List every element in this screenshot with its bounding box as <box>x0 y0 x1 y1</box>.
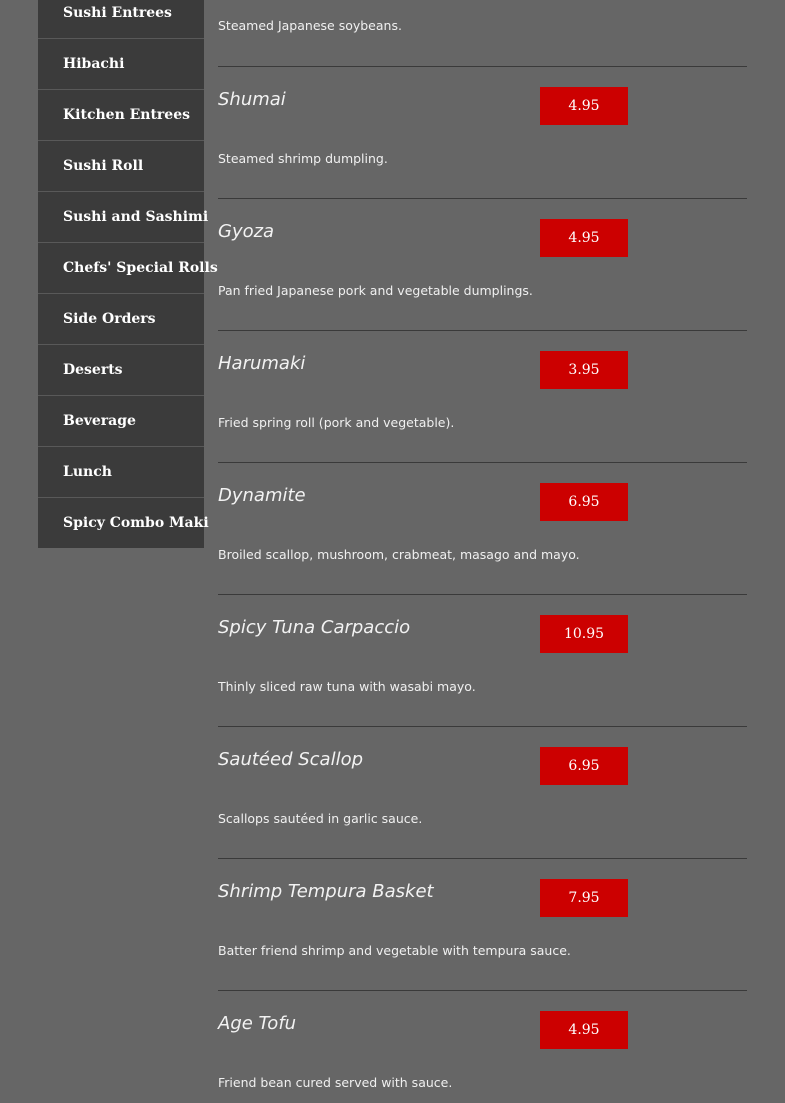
sidebar-item-label: Beverage <box>63 413 136 429</box>
sidebar-item-sushi-roll[interactable] <box>38 141 204 192</box>
sidebar-item-label: Sushi and Sashimi <box>63 209 209 225</box>
menu-item-name: Dynamite <box>218 485 306 506</box>
price-button[interactable]: 4.95 <box>540 87 628 125</box>
menu-item-description: Friend bean cured served with sauce. <box>218 1075 453 1090</box>
menu-item-description: Steamed shrimp dumpling. <box>218 151 388 166</box>
menu-item-name: Age Tofu <box>218 1013 297 1034</box>
sidebar-item-lunch[interactable] <box>38 447 204 498</box>
menu-item-name: Sautéed Scallop <box>218 749 364 770</box>
menu-item-description: Pan fried Japanese pork and vegetable dumplings. <box>218 283 533 298</box>
category-sidebar <box>38 0 218 548</box>
price-button[interactable]: 10.95 <box>540 615 628 653</box>
menu-item <box>218 463 747 595</box>
menu-item-description: Batter friend shrimp and vegetable with tempura sauce. <box>218 943 571 958</box>
menu-item <box>218 199 747 331</box>
sidebar-item-kitchen-entrees[interactable] <box>38 90 204 141</box>
menu-item-description: Scallops sautéed in garlic sauce. <box>218 811 423 826</box>
price-button[interactable]: 6.95 <box>540 483 628 521</box>
sidebar-item-beverage[interactable] <box>38 396 204 447</box>
sidebar-item-sushi-entrees[interactable] <box>38 0 204 39</box>
menu-item-name: Spicy Tuna Carpaccio <box>218 617 411 638</box>
price-button[interactable]: 4.95 <box>540 1011 628 1049</box>
previous-item-description: Steamed Japanese soybeans. <box>218 18 402 33</box>
menu-item <box>218 67 747 199</box>
sidebar-item-spicy-combo-maki[interactable] <box>38 498 209 548</box>
price-button[interactable]: 6.95 <box>540 747 628 785</box>
menu-item <box>218 595 747 727</box>
sidebar-item-deserts[interactable] <box>38 345 204 396</box>
sidebar-item-label: Lunch <box>63 464 112 480</box>
sidebar-item-label: Sushi Roll <box>63 158 144 174</box>
sidebar-item-sushi-and-sashimi[interactable] <box>38 192 209 243</box>
sidebar-item-hibachi[interactable] <box>38 39 204 90</box>
menu-item <box>218 727 747 859</box>
sidebar-item-label: Spicy Combo Maki <box>63 515 209 531</box>
menu-item <box>218 859 747 991</box>
menu-item-name: Gyoza <box>218 221 275 242</box>
price-button[interactable]: 7.95 <box>540 879 628 917</box>
menu-item <box>218 331 747 463</box>
sidebar-item-label: Deserts <box>63 362 123 378</box>
sidebar-item-label: Side Orders <box>63 311 156 327</box>
sidebar-item-label: Chefs' Special Rolls <box>63 260 218 276</box>
menu-item-name: Shumai <box>218 89 286 110</box>
price-button[interactable]: 3.95 <box>540 351 628 389</box>
sidebar-item-side-orders[interactable] <box>38 294 204 345</box>
menu-item <box>218 991 747 1103</box>
menu-item-description: Thinly sliced raw tuna with wasabi mayo. <box>218 679 476 694</box>
sidebar-item-label: Hibachi <box>63 56 125 72</box>
sidebar-item-label: Sushi Entrees <box>63 5 172 21</box>
menu-item-description: Fried spring roll (pork and vegetable). <box>218 415 455 430</box>
price-button[interactable]: 4.95 <box>540 219 628 257</box>
menu-item-name: Shrimp Tempura Basket <box>218 881 434 902</box>
menu-item-name: Harumaki <box>218 353 306 374</box>
menu-item-description: Broiled scallop, mushroom, crabmeat, masago and mayo. <box>218 547 580 562</box>
sidebar-item-chefs-special-rolls[interactable] <box>38 243 218 294</box>
sidebar-item-label: Kitchen Entrees <box>63 107 191 123</box>
